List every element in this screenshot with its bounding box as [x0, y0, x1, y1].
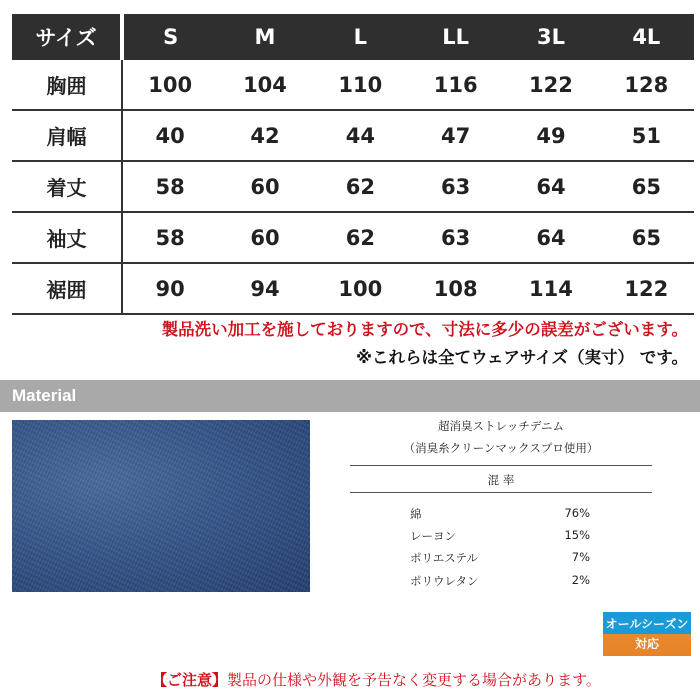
row-label-sleeve: 袖丈	[12, 212, 122, 263]
size-table	[12, 14, 694, 315]
table-cell: 62	[313, 212, 408, 263]
table-cell: 122	[599, 263, 694, 314]
table-cell: 104	[217, 60, 312, 110]
size-header-label: サイズ	[12, 14, 122, 60]
table-cell: 64	[503, 212, 598, 263]
table-cell: 110	[313, 60, 408, 110]
size-header-4l: 4L	[599, 14, 694, 60]
table-cell: 63	[408, 212, 503, 263]
divider	[350, 492, 652, 493]
table-cell: 62	[313, 161, 408, 212]
caution-text: 製品の仕様や外観を予告なく変更する場合があります。	[227, 671, 601, 689]
table-cell: 58	[122, 212, 217, 263]
table-cell: 60	[217, 161, 312, 212]
table-cell: 116	[408, 60, 503, 110]
table-cell: 94	[217, 263, 312, 314]
table-row	[12, 212, 694, 263]
table-cell: 44	[313, 110, 408, 161]
composition-percent: 7%	[571, 550, 590, 564]
divider	[350, 465, 652, 466]
badge-line2: 対応	[634, 637, 659, 651]
table-cell: 114	[503, 263, 598, 314]
row-label-hem: 裾囲	[12, 263, 122, 314]
composition-material: ポリウレタン	[410, 574, 479, 588]
table-cell: 42	[217, 110, 312, 161]
size-header-3l: 3L	[503, 14, 598, 60]
table-row	[12, 161, 694, 212]
composition-material: ポリエステル	[410, 551, 478, 565]
material-heading: Material	[0, 380, 700, 412]
table-cell: 100	[313, 263, 408, 314]
row-label-chest: 胸囲	[12, 60, 122, 110]
all-season-badge	[603, 612, 691, 656]
composition-row	[410, 528, 590, 544]
composition-material: レーヨン	[410, 529, 456, 543]
composition-percent: 2%	[571, 573, 590, 587]
denim-fabric-swatch	[12, 420, 310, 592]
composition-row	[410, 550, 590, 566]
caution-note	[152, 669, 601, 690]
table-cell: 65	[599, 212, 694, 263]
row-label-shoulder: 肩幅	[12, 110, 122, 161]
table-row	[12, 60, 694, 110]
table-cell: 122	[503, 60, 598, 110]
composition-percent: 76%	[564, 506, 590, 520]
size-header-s: S	[122, 14, 217, 60]
table-cell: 65	[599, 161, 694, 212]
actual-size-note: ※これらは全てウェアサイズ（実寸） です。	[356, 348, 688, 367]
table-cell: 63	[408, 161, 503, 212]
processing-note: 製品洗い加工を施しておりますので、寸法に多少の誤差がございます。	[161, 320, 688, 339]
composition-row	[410, 506, 590, 522]
table-cell: 100	[122, 60, 217, 110]
table-cell: 49	[503, 110, 598, 161]
size-header-row	[12, 14, 694, 60]
size-header-l: L	[313, 14, 408, 60]
table-cell: 47	[408, 110, 503, 161]
size-header-ll: LL	[408, 14, 503, 60]
table-cell: 40	[122, 110, 217, 161]
composition-row	[410, 573, 590, 589]
fabric-subtitle: （消臭糸クリーンマックスプロ使用）	[403, 441, 599, 455]
caution-prefix: 【ご注意】	[152, 671, 228, 689]
table-cell: 64	[503, 161, 598, 212]
size-header-m: M	[217, 14, 312, 60]
table-row	[12, 110, 694, 161]
fabric-name: 超消臭ストレッチデニム	[438, 419, 564, 433]
badge-line1: オールシーズン	[605, 617, 689, 631]
composition-material: 綿	[410, 507, 422, 521]
row-label-length: 着丈	[12, 161, 122, 212]
table-cell: 90	[122, 263, 217, 314]
composition-percent: 15%	[564, 528, 590, 542]
table-row	[12, 263, 694, 314]
table-cell: 108	[408, 263, 503, 314]
table-cell: 128	[599, 60, 694, 110]
table-cell: 58	[122, 161, 217, 212]
composition-title: 混 率	[487, 473, 515, 487]
table-cell: 60	[217, 212, 312, 263]
table-cell: 51	[599, 110, 694, 161]
